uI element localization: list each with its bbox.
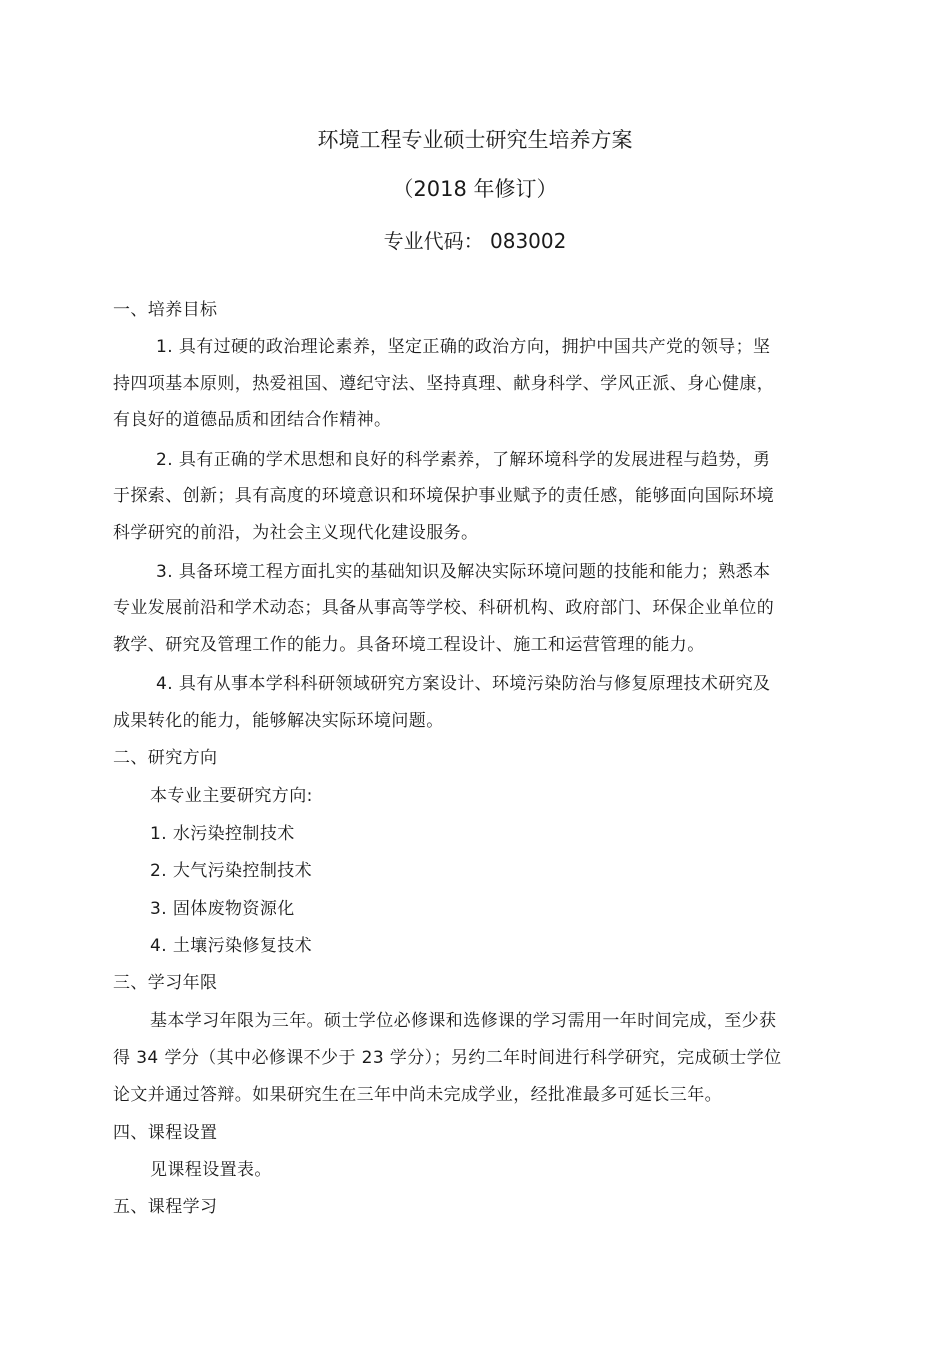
section-heading: 二、研究方向 bbox=[113, 748, 218, 768]
paragraph-line: 论文并通过答辩。如果研究生在三年中尚未完成学业，经批准最多可延长三年。 bbox=[113, 1085, 722, 1105]
list-item: 4. 土壤污染修复技术 bbox=[150, 936, 313, 956]
major-code: 专业代码： 083002 bbox=[383, 229, 567, 253]
paragraph-line: 有良好的道德品质和团结合作精神。 bbox=[113, 410, 392, 430]
section-heading: 五、课程学习 bbox=[113, 1197, 218, 1217]
paragraph-line: 于探索、创新；具有高度的环境意识和环境保护事业赋予的责任感，能够面向国际环境 bbox=[113, 486, 775, 506]
paragraph-line: 4. 具有从事本学科科研领域研究方案设计、环境污染防治与修复原理技术研究及 bbox=[156, 674, 771, 694]
paragraph-line: 得 34 学分（其中必修课不少于 23 学分）；另约二年时间进行科学研究，完成硕士学位 bbox=[113, 1048, 782, 1068]
document-subtitle: （2018 年修订） bbox=[392, 177, 558, 201]
paragraph-line: 教学、研究及管理工作的能力。具备环境工程设计、施工和运营管理的能力。 bbox=[113, 635, 705, 655]
list-item: 1. 水污染控制技术 bbox=[150, 824, 295, 844]
document-title: 环境工程专业硕士研究生培养方案 bbox=[317, 128, 633, 152]
paragraph-line: 见课程设置表。 bbox=[150, 1160, 272, 1180]
section-heading: 一、培养目标 bbox=[113, 300, 218, 320]
list-item: 2. 大气污染控制技术 bbox=[150, 861, 313, 881]
paragraph-line: 基本学习年限为三年。硕士学位必修课和选修课的学习需用一年时间完成，至少获 bbox=[150, 1011, 777, 1031]
paragraph-line: 专业发展前沿和学术动态；具备从事高等学校、科研机构、政府部门、环保企业单位的 bbox=[113, 598, 775, 618]
paragraph-line: 本专业主要研究方向: bbox=[150, 786, 313, 806]
paragraph-line: 成果转化的能力，能够解决实际环境问题。 bbox=[113, 711, 444, 731]
section-heading: 四、课程设置 bbox=[113, 1123, 218, 1143]
paragraph-line: 3. 具备环境工程方面扎实的基础知识及解决实际环境问题的技能和能力；熟悉本 bbox=[156, 562, 771, 582]
paragraph-line: 持四项基本原则，热爱祖国、遵纪守法、坚持真理、献身科学、学风正派、身心健康， bbox=[113, 374, 775, 394]
paragraph-line: 科学研究的前沿，为社会主义现代化建设服务。 bbox=[113, 523, 479, 543]
list-item: 3. 固体废物资源化 bbox=[150, 899, 295, 919]
paragraph-line: 2. 具有正确的学术思想和良好的科学素养，了解环境科学的发展进程与趋势，勇 bbox=[156, 450, 771, 470]
paragraph-line: 1. 具有过硬的政治理论素养，坚定正确的政治方向，拥护中国共产党的领导；坚 bbox=[156, 337, 771, 357]
section-heading: 三、学习年限 bbox=[113, 973, 218, 993]
